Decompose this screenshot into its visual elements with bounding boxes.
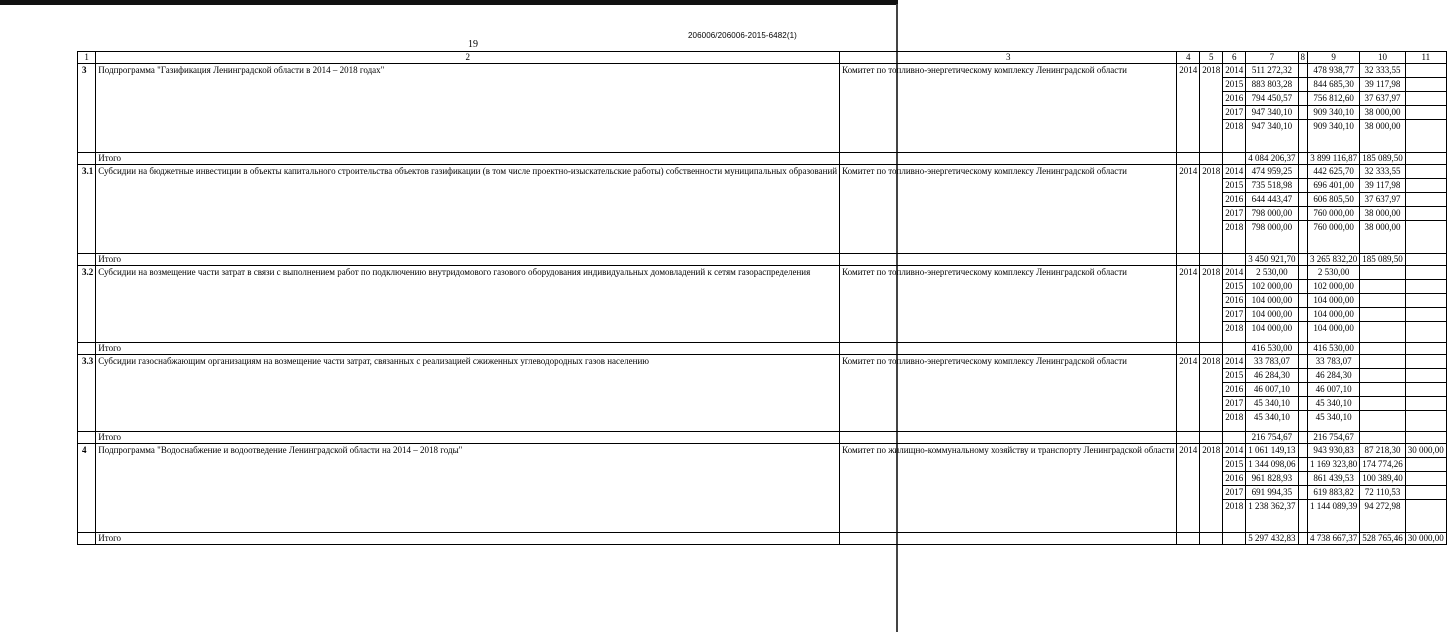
- regional-amount-cell: 46 284,30: [1308, 369, 1360, 383]
- section-number: 3.2: [78, 266, 96, 343]
- total-local-cell: 185 089,50: [1360, 153, 1406, 165]
- empty-cell: [840, 254, 1177, 266]
- local-amount-cell: 39 117,98: [1360, 179, 1406, 193]
- section-name: Субсидии газоснабжающим организациям на возмещение части затрат, связанных с реализацией сжиженных углеводородных газов населению: [96, 355, 840, 432]
- budget-table: [77, 51, 1447, 545]
- federal-amount-cell: [1298, 444, 1308, 458]
- year-cell: 2018: [1223, 500, 1246, 533]
- section-number: 3.1: [78, 165, 96, 254]
- other-amount-cell: [1405, 369, 1446, 383]
- total-local-cell: 528 765,46: [1360, 533, 1406, 545]
- section-name: Субсидии на возмещение части затрат в связи с выполнением работ по подключению внутридомового газового оборудования индивидуальных домовладений к сетям газораспределения: [96, 266, 840, 343]
- local-amount-cell: [1360, 411, 1406, 432]
- federal-amount-cell: [1298, 280, 1308, 294]
- col-header: 5: [1200, 52, 1223, 64]
- other-amount-cell: [1405, 500, 1446, 533]
- table-row: [78, 444, 1447, 458]
- local-amount-cell: [1360, 266, 1406, 280]
- other-amount-cell: [1405, 120, 1446, 153]
- local-amount-cell: 39 117,98: [1360, 78, 1406, 92]
- federal-amount-cell: [1298, 120, 1308, 153]
- other-amount-cell: [1405, 294, 1446, 308]
- total-label: Итого: [96, 254, 840, 266]
- year-cell: 2016: [1223, 383, 1246, 397]
- table-row: [78, 266, 1447, 280]
- total-amount-cell: 511 272,32: [1246, 64, 1298, 78]
- local-amount-cell: 38 000,00: [1360, 120, 1406, 153]
- end-year: 2018: [1200, 444, 1223, 533]
- col-header: 7: [1246, 52, 1298, 64]
- total-amount-cell: 794 450,57: [1246, 92, 1298, 106]
- total-sum-cell: 4 084 206,37: [1246, 153, 1298, 165]
- document-id: 206006/206006-2015-6482(1): [688, 31, 797, 40]
- regional-amount-cell: 45 340,10: [1308, 411, 1360, 432]
- regional-amount-cell: 33 783,07: [1308, 355, 1360, 369]
- year-cell: 2018: [1223, 120, 1246, 153]
- total-amount-cell: 33 783,07: [1246, 355, 1298, 369]
- total-other-cell: 30 000,00: [1405, 533, 1446, 545]
- total-amount-cell: 1 238 362,37: [1246, 500, 1298, 533]
- empty-cell: [1177, 343, 1200, 355]
- year-cell: 2014: [1223, 165, 1246, 179]
- regional-amount-cell: 104 000,00: [1308, 308, 1360, 322]
- federal-amount-cell: [1298, 472, 1308, 486]
- other-amount-cell: [1405, 308, 1446, 322]
- total-amount-cell: 104 000,00: [1246, 308, 1298, 322]
- year-cell: 2015: [1223, 78, 1246, 92]
- total-regional-cell: 3 265 832,20: [1308, 254, 1360, 266]
- end-year: 2018: [1200, 355, 1223, 432]
- total-amount-cell: 883 803,28: [1246, 78, 1298, 92]
- regional-amount-cell: 844 685,30: [1308, 78, 1360, 92]
- total-local-cell: [1360, 432, 1406, 444]
- empty-cell: [1177, 254, 1200, 266]
- col-header: 8: [1298, 52, 1308, 64]
- regional-amount-cell: 1 169 323,80: [1308, 458, 1360, 472]
- other-amount-cell: 30 000,00: [1405, 444, 1446, 458]
- year-cell: 2018: [1223, 221, 1246, 254]
- empty-cell: [1200, 254, 1223, 266]
- regional-amount-cell: 442 625,70: [1308, 165, 1360, 179]
- other-amount-cell: [1405, 64, 1446, 78]
- executor: Комитет по топливно-энергетическому комплексу Ленинградской области: [840, 355, 1177, 432]
- end-year: 2018: [1200, 165, 1223, 254]
- section-number: 3.3: [78, 355, 96, 432]
- federal-amount-cell: [1298, 193, 1308, 207]
- year-cell: 2017: [1223, 106, 1246, 120]
- total-amount-cell: 474 959,25: [1246, 165, 1298, 179]
- federal-amount-cell: [1298, 458, 1308, 472]
- local-amount-cell: 37 637,97: [1360, 92, 1406, 106]
- total-local-cell: [1360, 343, 1406, 355]
- federal-amount-cell: [1298, 207, 1308, 221]
- year-cell: 2014: [1223, 444, 1246, 458]
- empty-cell: [1200, 343, 1223, 355]
- start-year: 2014: [1177, 64, 1200, 153]
- col-header: 6: [1223, 52, 1246, 64]
- year-cell: 2017: [1223, 397, 1246, 411]
- total-sum-cell: 5 297 432,83: [1246, 533, 1298, 545]
- year-cell: 2016: [1223, 92, 1246, 106]
- regional-amount-cell: 619 883,82: [1308, 486, 1360, 500]
- local-amount-cell: 32 333,55: [1360, 64, 1406, 78]
- total-regional-cell: 4 738 667,37: [1308, 533, 1360, 545]
- federal-amount-cell: [1298, 64, 1308, 78]
- federal-amount-cell: [1298, 486, 1308, 500]
- local-amount-cell: [1360, 397, 1406, 411]
- total-amount-cell: 947 340,10: [1246, 120, 1298, 153]
- total-amount-cell: 102 000,00: [1246, 280, 1298, 294]
- other-amount-cell: [1405, 92, 1446, 106]
- regional-amount-cell: 102 000,00: [1308, 280, 1360, 294]
- regional-amount-cell: 943 930,83: [1308, 444, 1360, 458]
- start-year: 2014: [1177, 165, 1200, 254]
- empty-cell: [1223, 533, 1246, 545]
- total-amount-cell: 2 530,00: [1246, 266, 1298, 280]
- year-cell: 2017: [1223, 308, 1246, 322]
- regional-amount-cell: 606 805,50: [1308, 193, 1360, 207]
- section-name: Подпрограмма "Водоснабжение и водоотведение Ленинградской области на 2014 – 2018 годы": [96, 444, 840, 533]
- empty-cell: [840, 533, 1177, 545]
- col-header: 4: [1177, 52, 1200, 64]
- year-cell: 2018: [1223, 322, 1246, 343]
- federal-amount-cell: [1298, 308, 1308, 322]
- federal-amount-cell: [1298, 383, 1308, 397]
- total-other-cell: [1405, 254, 1446, 266]
- total-amount-cell: 961 828,93: [1246, 472, 1298, 486]
- empty-cell: [1200, 432, 1223, 444]
- empty-cell: [840, 343, 1177, 355]
- empty-cell: [78, 254, 96, 266]
- federal-amount-cell: [1298, 294, 1308, 308]
- local-amount-cell: [1360, 322, 1406, 343]
- local-amount-cell: 94 272,98: [1360, 500, 1406, 533]
- total-row: [78, 432, 1447, 444]
- other-amount-cell: [1405, 193, 1446, 207]
- total-regional-cell: 216 754,67: [1308, 432, 1360, 444]
- other-amount-cell: [1405, 397, 1446, 411]
- year-cell: 2015: [1223, 280, 1246, 294]
- total-other-cell: [1405, 432, 1446, 444]
- total-label: Итого: [96, 432, 840, 444]
- other-amount-cell: [1405, 78, 1446, 92]
- other-amount-cell: [1405, 383, 1446, 397]
- federal-amount-cell: [1298, 106, 1308, 120]
- local-amount-cell: 100 389,40: [1360, 472, 1406, 486]
- other-amount-cell: [1405, 207, 1446, 221]
- total-amount-cell: 735 518,98: [1246, 179, 1298, 193]
- empty-cell: [1223, 254, 1246, 266]
- total-row: [78, 343, 1447, 355]
- executor: Комитет по топливно-энергетическому комплексу Ленинградской области: [840, 266, 1177, 343]
- empty-cell: [78, 432, 96, 444]
- total-amount-cell: 104 000,00: [1246, 322, 1298, 343]
- table-row: [78, 165, 1447, 179]
- other-amount-cell: [1405, 458, 1446, 472]
- total-amount-cell: 1 344 098,06: [1246, 458, 1298, 472]
- total-federal-cell: [1298, 432, 1308, 444]
- page-number: 19: [468, 39, 478, 50]
- regional-amount-cell: 696 401,00: [1308, 179, 1360, 193]
- year-cell: 2015: [1223, 458, 1246, 472]
- total-other-cell: [1405, 343, 1446, 355]
- total-sum-cell: 416 530,00: [1246, 343, 1298, 355]
- other-amount-cell: [1405, 106, 1446, 120]
- executor: Комитет по жилищно-коммунальному хозяйству и транспорту Ленинградской области: [840, 444, 1177, 533]
- total-sum-cell: 3 450 921,70: [1246, 254, 1298, 266]
- empty-cell: [840, 432, 1177, 444]
- regional-amount-cell: 104 000,00: [1308, 294, 1360, 308]
- federal-amount-cell: [1298, 266, 1308, 280]
- total-local-cell: 185 089,50: [1360, 254, 1406, 266]
- table-row: [78, 64, 1447, 78]
- empty-cell: [1223, 153, 1246, 165]
- start-year: 2014: [1177, 266, 1200, 343]
- federal-amount-cell: [1298, 179, 1308, 193]
- federal-amount-cell: [1298, 78, 1308, 92]
- local-amount-cell: 38 000,00: [1360, 207, 1406, 221]
- local-amount-cell: [1360, 369, 1406, 383]
- local-amount-cell: 32 333,55: [1360, 165, 1406, 179]
- total-amount-cell: 46 007,10: [1246, 383, 1298, 397]
- empty-cell: [1223, 343, 1246, 355]
- federal-amount-cell: [1298, 355, 1308, 369]
- year-cell: 2014: [1223, 266, 1246, 280]
- total-amount-cell: 46 284,30: [1246, 369, 1298, 383]
- other-amount-cell: [1405, 221, 1446, 254]
- other-amount-cell: [1405, 355, 1446, 369]
- start-year: 2014: [1177, 444, 1200, 533]
- regional-amount-cell: 104 000,00: [1308, 322, 1360, 343]
- total-sum-cell: 216 754,67: [1246, 432, 1298, 444]
- total-federal-cell: [1298, 343, 1308, 355]
- col-header: 9: [1308, 52, 1360, 64]
- regional-amount-cell: 909 340,10: [1308, 106, 1360, 120]
- regional-amount-cell: 1 144 089,39: [1308, 500, 1360, 533]
- top-border-bar: [0, 0, 898, 5]
- year-cell: 2015: [1223, 369, 1246, 383]
- total-label: Итого: [96, 533, 840, 545]
- total-other-cell: [1405, 153, 1446, 165]
- federal-amount-cell: [1298, 221, 1308, 254]
- regional-amount-cell: 861 439,53: [1308, 472, 1360, 486]
- year-cell: 2014: [1223, 355, 1246, 369]
- col-header: 10: [1360, 52, 1406, 64]
- federal-amount-cell: [1298, 369, 1308, 383]
- section-name: Подпрограмма "Газификация Ленинградской области в 2014 – 2018 годах": [96, 64, 840, 153]
- federal-amount-cell: [1298, 500, 1308, 533]
- other-amount-cell: [1405, 472, 1446, 486]
- other-amount-cell: [1405, 280, 1446, 294]
- col-header: 11: [1405, 52, 1446, 64]
- total-row: [78, 153, 1447, 165]
- local-amount-cell: 38 000,00: [1360, 106, 1406, 120]
- local-amount-cell: [1360, 383, 1406, 397]
- executor: Комитет по топливно-энергетическому комплексу Ленинградской области: [840, 64, 1177, 153]
- local-amount-cell: [1360, 355, 1406, 369]
- federal-amount-cell: [1298, 397, 1308, 411]
- executor: Комитет по топливно-энергетическому комплексу Ленинградской области: [840, 165, 1177, 254]
- start-year: 2014: [1177, 355, 1200, 432]
- local-amount-cell: 37 637,97: [1360, 193, 1406, 207]
- regional-amount-cell: 756 812,60: [1308, 92, 1360, 106]
- col-header: 1: [78, 52, 96, 64]
- end-year: 2018: [1200, 64, 1223, 153]
- total-amount-cell: 798 000,00: [1246, 207, 1298, 221]
- section-number: 4: [78, 444, 96, 533]
- year-cell: 2015: [1223, 179, 1246, 193]
- local-amount-cell: 72 110,53: [1360, 486, 1406, 500]
- total-amount-cell: 45 340,10: [1246, 397, 1298, 411]
- col-header: 2: [96, 52, 840, 64]
- empty-cell: [78, 343, 96, 355]
- other-amount-cell: [1405, 266, 1446, 280]
- total-amount-cell: 1 061 149,13: [1246, 444, 1298, 458]
- section-number: 3: [78, 64, 96, 153]
- total-amount-cell: 104 000,00: [1246, 294, 1298, 308]
- other-amount-cell: [1405, 411, 1446, 432]
- empty-cell: [1177, 533, 1200, 545]
- empty-cell: [1200, 533, 1223, 545]
- total-amount-cell: 691 994,35: [1246, 486, 1298, 500]
- year-cell: 2016: [1223, 294, 1246, 308]
- federal-amount-cell: [1298, 92, 1308, 106]
- year-cell: 2018: [1223, 411, 1246, 432]
- local-amount-cell: 87 218,30: [1360, 444, 1406, 458]
- other-amount-cell: [1405, 322, 1446, 343]
- section-name: Субсидии на бюджетные инвестиции в объекты капитального строительства объектов газификации (в том числе проектно-изыскательские работы) собственности муниципальных образований: [96, 165, 840, 254]
- col-header: 3: [840, 52, 1177, 64]
- total-federal-cell: [1298, 254, 1308, 266]
- regional-amount-cell: 2 530,00: [1308, 266, 1360, 280]
- regional-amount-cell: 909 340,10: [1308, 120, 1360, 153]
- year-cell: 2016: [1223, 193, 1246, 207]
- local-amount-cell: [1360, 280, 1406, 294]
- empty-cell: [1223, 432, 1246, 444]
- total-amount-cell: 45 340,10: [1246, 411, 1298, 432]
- year-cell: 2014: [1223, 64, 1246, 78]
- other-amount-cell: [1405, 179, 1446, 193]
- year-cell: 2016: [1223, 472, 1246, 486]
- local-amount-cell: 38 000,00: [1360, 221, 1406, 254]
- total-regional-cell: 3 899 116,87: [1308, 153, 1360, 165]
- other-amount-cell: [1405, 165, 1446, 179]
- year-cell: 2017: [1223, 486, 1246, 500]
- regional-amount-cell: 45 340,10: [1308, 397, 1360, 411]
- end-year: 2018: [1200, 266, 1223, 343]
- regional-amount-cell: 478 938,77: [1308, 64, 1360, 78]
- other-amount-cell: [1405, 486, 1446, 500]
- regional-amount-cell: 46 007,10: [1308, 383, 1360, 397]
- regional-amount-cell: 760 000,00: [1308, 221, 1360, 254]
- federal-amount-cell: [1298, 322, 1308, 343]
- total-label: Итого: [96, 343, 840, 355]
- year-cell: 2017: [1223, 207, 1246, 221]
- total-federal-cell: [1298, 533, 1308, 545]
- column-number-row: [78, 52, 1447, 64]
- empty-cell: [1177, 432, 1200, 444]
- empty-cell: [840, 153, 1177, 165]
- total-regional-cell: 416 530,00: [1308, 343, 1360, 355]
- total-row: [78, 254, 1447, 266]
- table-row: [78, 355, 1447, 369]
- local-amount-cell: 174 774,26: [1360, 458, 1406, 472]
- total-amount-cell: 798 000,00: [1246, 221, 1298, 254]
- total-federal-cell: [1298, 153, 1308, 165]
- federal-amount-cell: [1298, 165, 1308, 179]
- empty-cell: [1177, 153, 1200, 165]
- empty-cell: [78, 153, 96, 165]
- regional-amount-cell: 760 000,00: [1308, 207, 1360, 221]
- local-amount-cell: [1360, 308, 1406, 322]
- total-row: [78, 533, 1447, 545]
- total-amount-cell: 947 340,10: [1246, 106, 1298, 120]
- total-label: Итого: [96, 153, 840, 165]
- federal-amount-cell: [1298, 411, 1308, 432]
- empty-cell: [1200, 153, 1223, 165]
- total-amount-cell: 644 443,47: [1246, 193, 1298, 207]
- empty-cell: [78, 533, 96, 545]
- local-amount-cell: [1360, 294, 1406, 308]
